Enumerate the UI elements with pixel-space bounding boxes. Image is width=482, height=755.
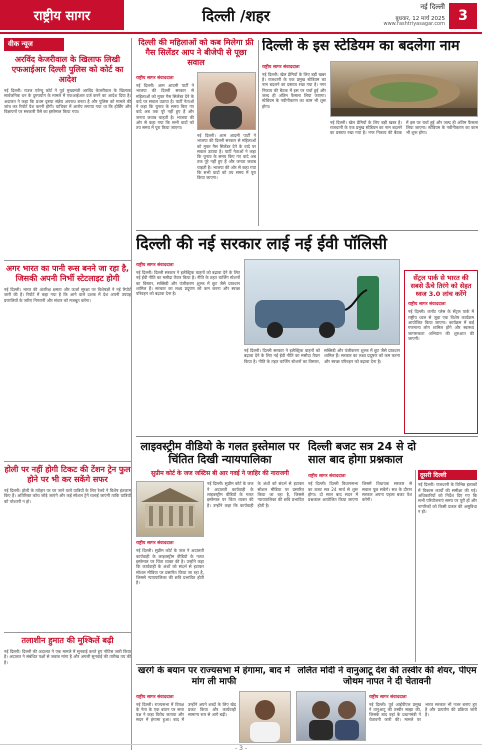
story2-headline: अगर भारत का पानी रूस बनने जा रहा है, जिसकी अपनी निर्भी स्टेटलाइट होगी <box>4 260 131 284</box>
livestream-byline: राष्ट्रीय सागर संवाददाता <box>136 541 174 547</box>
livestream-body: नई दिल्ली। सुप्रीम कोर्ट के जज ने अदालती कार्यवाही के लाइवस्ट्रीम वीडियो के गलत इस्तेमाल पर चिंता व्यक्त की है। उन्होंने कहा कि कार्यवाही के अंशों को संदर्भ से हटाकर सोशल मीडिया पर प्रसारित किया जा रहा है, जिससे न्यायपालिका की छवि प्रभावित होती है। <box>136 548 204 586</box>
ev-policy-body-cont: नई दिल्ली। दिल्ली सरकार ने इलेक्ट्रिक वाहनों को बढ़ावा देने के लिए नई ईवी नीति का मसौदा तैयार किया है। नीति के तहत चार्जिंग स्टेशनों का विस्तार, सब्सिडी और पंजीकरण शुल्क में छूट जैसे प्रावधान शामिल हैं। सरकार का लक्ष्य प्रदूषण को कम करना और स्वच्छ परिवहन को बढ़ावा देना है। <box>244 348 400 364</box>
flag-story-body: नई दिल्ली। कनॉट प्लेस के सेंट्रल पार्क में राष्ट्रीय ध्वज से जुड़ा एक विशेष कार्यक्रम आयोजित किया जाएगा। कार्यक्रम में कई गणमान्य लोग शामिल होंगे और स्वास्थ्य जागरूकता अभियान की शुरुआत की जाएगी। <box>408 309 474 341</box>
ev-policy-byline: राष्ट्रीय सागर संवाददाता <box>136 263 174 269</box>
column-divider <box>258 40 259 226</box>
stadium-body-cont: नई दिल्ली। खेल प्रेमियों के लिए बड़ी खबर है। राजधानी के एक प्रमुख स्टेडियम का नाम बदलने का प्रस्ताव रखा गया है। नगर निकाय की बैठक में इस पर चर्चा हुई और जल्द ही अंतिम फैसला लिया जाएगा। स्टेडियम के नवीनीकरण का काम भी शुरू होगा। <box>330 119 478 136</box>
flag-story-box <box>404 270 478 434</box>
gas-story-headline: दिल्ली की महिलाओं को कब मिलेगा फ्री गैस सिलेंडर आप ने बीजेपी से पूछा सवाल <box>138 38 254 67</box>
ev-charging-photo <box>244 259 400 345</box>
lalit-story <box>296 666 478 744</box>
stadium-story <box>262 38 478 228</box>
story4-body: नई दिल्ली। दिल्ली की अदालत ने एक मामले में सुनवाई करते हुए नोटिस जारी किया है। अदालत ने संबंधित पक्षों से जवाब मांगा है और अगली सुनवाई की तारीख तय की है। <box>4 649 131 665</box>
masthead-rule <box>0 32 482 34</box>
stadium-body: नई दिल्ली। खेल प्रेमियों के लिए बड़ी खबर है। राजधानी के एक प्रमुख स्टेडियम का नाम बदलने का प्रस्ताव रखा गया है। नगर निकाय की बैठक में इस पर चर्चा हुई और जल्द ही अंतिम फैसला लिया जाएगा। स्टेडियम के नवीनीकरण का काम भी शुरू होगा। <box>262 71 326 109</box>
lalit-body: नई दिल्ली। पूर्व आईपीएल प्रमुख ने वानुआटू की तस्वीर साझा की, जिसके बाद वहां के प्रधानमंत्री ने चेतावनी जारी की। मामले पर भारत सरकार भी नजर बनाए हुए है और प्रत्यर्पण की प्रक्रिया जारी है। <box>369 701 477 723</box>
budget-story <box>308 440 478 662</box>
supreme-court-photo <box>136 481 204 537</box>
livestream-body-cont: नई दिल्ली। सुप्रीम कोर्ट के जज ने अदालती कार्यवाही के लाइवस्ट्रीम वीडियो के गलत इस्तेमाल पर चिंता व्यक्त की है। उन्होंने कहा कि कार्यवाही के अंशों को संदर्भ से हटाकर सोशल मीडिया पर प्रसारित किया जा रहा है, जिससे न्यायपालिका की छवि प्रभावित होती है। <box>207 481 304 508</box>
lalit-photo <box>296 691 366 741</box>
stadium-byline: राष्ट्रीय सागर संवाददाता <box>262 64 300 70</box>
section-divider <box>136 436 478 437</box>
week-news-kicker: वीक न्यूज <box>4 38 64 51</box>
stadium-headline: दिल्ली के इस स्टेडियम का बदलेगा नाम <box>262 38 460 54</box>
right-column-header: दूसरी दिल्ली <box>418 470 477 480</box>
section-title: दिल्ली /शहर <box>202 7 270 25</box>
left-news-column <box>4 38 132 750</box>
story3-body: नई दिल्ली। होली के त्योहार पर घर जाने वाले यात्रियों के लिए रेलवे ने विशेष इंतजाम किए हैं। अतिरिक्त कोच जोड़े जाएंगे और कई स्पेशल ट्रेनें चलाई जाएंगी ताकि यात्रियों को परेशानी न हो। <box>4 488 131 504</box>
rajyasabha-byline: राष्ट्रीय सागर संवाददाता <box>136 694 174 700</box>
flag-story-headline: सेंट्रल पार्क से भारत की सबसे ऊँचे तिरंगे को सेहत ध्वज 3.0 लांच करेंगे <box>410 274 472 299</box>
ev-policy-body: नई दिल्ली। दिल्ली सरकार ने इलेक्ट्रिक वाहनों को बढ़ावा देने के लिए नई ईवी नीति का मसौदा तैयार किया है। नीति के तहत चार्जिंग स्टेशनों का विस्तार, सब्सिडी और पंजीकरण शुल्क में छूट जैसे प्रावधान शामिल हैं। सरकार का लक्ष्य प्रदूषण को कम करना और स्वच्छ परिवहन को बढ़ावा देना है। <box>136 270 240 297</box>
dateline-date: बुधवार, 12 मार्च 2025 <box>395 16 445 22</box>
story1-body: नई दिल्ली। राउज एवेन्यू कोर्ट ने पूर्व मुख्यमंत्री अरविंद केजरीवाल के खिलाफ सार्वजनिक धन के दुरुपयोग के मामले में एफआईआर दर्ज करने का आदेश दिया है। अदालत ने कहा कि प्रथम दृष्टया संज्ञेय अपराध बनता है और पुलिस को मामले की जांच कर रिपोर्ट पेश करनी होगी। याचिका में आरोप लगाया गया था कि होर्डिंग और विज्ञापनों पर सरकारी पैसे का इस्तेमाल किया गया। <box>4 88 131 115</box>
budget-headline: दिल्ली बजट सत्र 24 से दो साल बाद होगा प्रश्नकाल <box>308 440 417 467</box>
ev-policy-headline: दिल्ली की नई सरकार लाई नई ईवी पॉलिसी <box>136 234 388 253</box>
person-portrait-icon <box>297 692 365 740</box>
story4-headline: तलाशीन हुमात की मुश्किलें बढ़ी <box>4 632 131 646</box>
gas-story-byline: राष्ट्रीय सागर संवाददाता <box>136 76 174 81</box>
masthead <box>0 0 482 34</box>
story1-headline: अरविंद केजरीवाल के खिलाफ लिखी एफआईआर दिल्ली पुलिस को कोर्ट का आदेश <box>11 55 124 84</box>
gas-story-body: नई दिल्ली। आम आदमी पार्टी ने भाजपा की दिल्ली सरकार से महिलाओं को मुफ्त गैस सिलेंडर देने के वादे पर सवाल उठाया है। पार्टी नेताओं ने कहा कि चुनाव के समय किए गए वादे अब तक पूरे नहीं हुए हैं और जनता जवाब चाहती है। भाजपा की ओर से कहा गया कि सभी वादों को तय समय में पूरा किया जाएगा। <box>136 83 194 131</box>
gas-cylinder-story <box>136 38 256 228</box>
court-building-icon <box>137 482 203 536</box>
section-divider <box>136 664 478 665</box>
gas-story-body-cont: नई दिल्ली। आम आदमी पार्टी ने भाजपा की दिल्ली सरकार से महिलाओं को मुफ्त गैस सिलेंडर देने के वादे पर सवाल उठाया है। पार्टी नेताओं ने कहा कि चुनाव के समय किए गए वादे अब तक पूरे नहीं हुए हैं और जनता जवाब चाहती है। भाजपा की ओर से कहा गया कि सभी वादों को तय समय में पूरा किया जाएगा। <box>197 133 256 181</box>
person-portrait-icon <box>198 73 255 129</box>
website-url: www.rashtriyasagar.com <box>383 21 445 27</box>
livestream-story <box>136 440 304 662</box>
section-divider <box>136 230 478 231</box>
stadium-photo <box>330 61 478 117</box>
lalit-byline: राष्ट्रीय सागर संवाददाता <box>369 694 407 700</box>
rajyasabha-story <box>136 666 292 744</box>
dateline-city: नई दिल्ली <box>420 3 445 11</box>
page-footer: - 3 - <box>0 744 482 755</box>
stadium-aerial-icon <box>331 62 477 116</box>
leader-photo <box>197 72 256 130</box>
person-portrait-icon <box>240 692 290 742</box>
newspaper-brand: राष्ट्रीय सागर <box>0 0 124 30</box>
politician-photo <box>239 691 291 743</box>
livestream-headline: लाइवस्ट्रीम वीडियो के गलत इस्तेमाल पर चिंतित दिखी न्यायपालिका <box>140 440 300 467</box>
story3-headline: होली पर नहीं होगी टिकट की टेंशन ट्रेन फुल होने पर भी कर सकेंगे सफर <box>4 461 131 485</box>
budget-byline: राष्ट्रीय सागर संवाददाता <box>308 474 346 480</box>
lalit-headline: ललित मोदी ने वानुआटू देश की तस्वीर की शेयर, पीएम जोथम नापत ने दी चेतावनी <box>297 666 477 687</box>
story2-body: नई दिल्ली। भारत की अंतरिक्ष क्षमता और ऊर्जा सुरक्षा पर विशेषज्ञों ने नई रिपोर्ट जारी की है। रिपोर्ट में कहा गया है कि आने वाले दशक में देश अपनी उपग्रह प्रणालियों के जरिए निगरानी और संचार को मजबूत करेगा। <box>4 287 131 303</box>
rajyasabha-headline: खरगे के बयान पर राज्यसभा में हंगामा, बाद में मांग ली माफी <box>137 666 290 687</box>
budget-body: नई दिल्ली। दिल्ली विधानसभा का बजट सत्र 24 मार्च से शुरू होगा। दो साल बाद सदन में प्रश्नकाल आयोजित किया जाएगा जिसमें विधायक सरकार से सवाल पूछ सकेंगे। सत्र के दौरान सरकार अपना पहला बजट पेश करेगी। <box>308 481 412 503</box>
flag-story-byline: राष्ट्रीय सागर संवाददाता <box>408 302 446 308</box>
livestream-subhead: सुप्रीम कोर्ट के जज जस्टिस बी आर गवई ने जाहिर की नाराजगी <box>151 470 289 478</box>
rajyasabha-body: नई दिल्ली। राज्यसभा में विपक्ष के नेता के एक बयान पर सत्ता पक्ष ने कड़ा विरोध जताया और सदन में हंगामा हुआ। बाद में उन्होंने अपने शब्दों के लिए खेद प्रकट किया और कार्यवाही सामान्य रूप से आगे बढ़ी। <box>136 701 236 723</box>
ev-charging-icon <box>245 260 399 344</box>
right-column-body: नई दिल्ली। राजधानी के विभिन्न इलाकों में विकास कार्यों की समीक्षा की गई। अधिकारियों को निर्देश दिए गए कि सभी परियोजनाएं समय पर पूरी हों और नागरिकों को किसी प्रकार की असुविधा न हो। <box>418 482 477 514</box>
page-number: 3 <box>449 3 477 29</box>
